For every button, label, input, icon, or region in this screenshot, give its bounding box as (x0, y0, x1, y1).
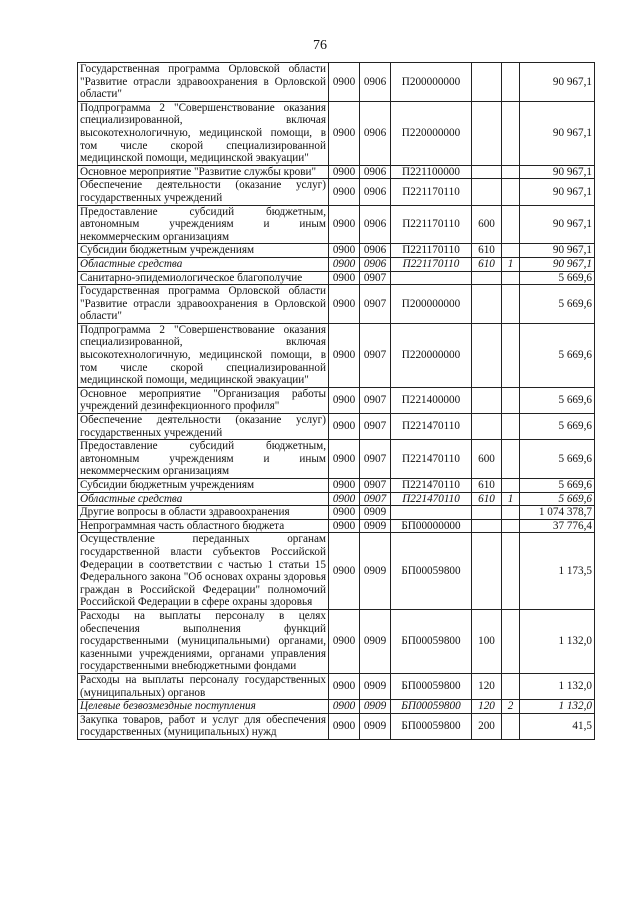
table-row (78, 101, 595, 165)
row-target-article-cell: БП00059800 (391, 713, 472, 739)
row-amount-cell: 5 669,6 (520, 387, 595, 413)
row-amount-cell: 1 132,0 (520, 609, 595, 673)
row-amount-cell: 1 132,0 (520, 673, 595, 699)
row-target-article-cell (391, 271, 472, 285)
budget-table-body (78, 63, 595, 740)
row-name-cell: Подпрограмма 2 "Совершенствование оказания специализированной, включая высокотехнологичную, медицинской помощи, в том числе скорой специализированной медицинской помощи, медицинской эвакуации" (78, 101, 329, 165)
row-section-cell: 0900 (329, 479, 360, 493)
row-expense-type-cell: 610 (472, 492, 502, 506)
table-row (78, 323, 595, 387)
table-row (78, 533, 595, 610)
row-amount-cell: 1 173,5 (520, 533, 595, 610)
row-subsection-cell: 0909 (360, 519, 391, 533)
row-subsection-cell: 0907 (360, 323, 391, 387)
row-subsection-cell: 0906 (360, 244, 391, 258)
row-section-cell: 0900 (329, 713, 360, 739)
row-subsection-cell: 0906 (360, 165, 391, 179)
row-target-article-cell: БП00059800 (391, 700, 472, 714)
row-target-article-cell: П221470110 (391, 440, 472, 479)
row-source-cell (502, 673, 520, 699)
row-source-cell: 2 (502, 700, 520, 714)
row-section-cell: 0900 (329, 257, 360, 271)
row-expense-type-cell: 600 (472, 205, 502, 244)
row-subsection-cell: 0906 (360, 63, 391, 102)
table-row (78, 519, 595, 533)
row-amount-cell: 90 967,1 (520, 179, 595, 205)
row-section-cell: 0900 (329, 271, 360, 285)
table-row (78, 63, 595, 102)
row-source-cell (502, 533, 520, 610)
row-section-cell: 0900 (329, 244, 360, 258)
row-name-cell: Субсидии бюджетным учреждениям (78, 479, 329, 493)
row-source-cell (502, 506, 520, 520)
row-source-cell (502, 519, 520, 533)
table-row (78, 479, 595, 493)
row-amount-cell: 1 074 378,7 (520, 506, 595, 520)
row-source-cell (502, 323, 520, 387)
row-target-article-cell (391, 506, 472, 520)
row-subsection-cell: 0906 (360, 101, 391, 165)
row-name-cell: Целевые безвозмездные поступления (78, 700, 329, 714)
row-amount-cell: 37 776,4 (520, 519, 595, 533)
row-source-cell (502, 271, 520, 285)
row-section-cell: 0900 (329, 165, 360, 179)
row-subsection-cell: 0909 (360, 700, 391, 714)
table-row (78, 244, 595, 258)
row-subsection-cell: 0907 (360, 387, 391, 413)
row-expense-type-cell: 120 (472, 673, 502, 699)
row-name-cell: Осуществление переданных органам государственной власти субъектов Российской Федерации в соответствии с частью 1 статьи 15 Федерального закона "Об основах охраны здоровья граждан в Российской Федерации" полномочий Российской Федерации в сфере охраны здоровья (78, 533, 329, 610)
row-expense-type-cell: 600 (472, 440, 502, 479)
row-expense-type-cell (472, 101, 502, 165)
row-section-cell: 0900 (329, 506, 360, 520)
row-source-cell (502, 387, 520, 413)
row-amount-cell: 5 669,6 (520, 271, 595, 285)
row-amount-cell: 90 967,1 (520, 165, 595, 179)
row-target-article-cell: БП00000000 (391, 519, 472, 533)
row-amount-cell: 1 132,0 (520, 700, 595, 714)
row-target-article-cell: П221400000 (391, 387, 472, 413)
row-section-cell: 0900 (329, 673, 360, 699)
row-source-cell (502, 101, 520, 165)
row-section-cell: 0900 (329, 285, 360, 324)
row-name-cell: Обеспечение деятельности (оказание услуг) государственных учреждений (78, 179, 329, 205)
row-amount-cell: 90 967,1 (520, 63, 595, 102)
row-name-cell: Непрограммная часть областного бюджета (78, 519, 329, 533)
row-name-cell: Другие вопросы в области здравоохранения (78, 506, 329, 520)
row-amount-cell: 90 967,1 (520, 101, 595, 165)
row-section-cell: 0900 (329, 700, 360, 714)
row-amount-cell: 5 669,6 (520, 414, 595, 440)
row-amount-cell: 41,5 (520, 713, 595, 739)
budget-table (77, 62, 595, 740)
row-expense-type-cell (472, 165, 502, 179)
row-subsection-cell: 0909 (360, 533, 391, 610)
row-subsection-cell: 0907 (360, 479, 391, 493)
row-subsection-cell: 0909 (360, 609, 391, 673)
row-name-cell: Основное мероприятие "Развитие службы крови" (78, 165, 329, 179)
row-section-cell: 0900 (329, 101, 360, 165)
row-target-article-cell: БП00059800 (391, 609, 472, 673)
row-amount-cell: 5 669,6 (520, 440, 595, 479)
row-target-article-cell: П200000000 (391, 63, 472, 102)
row-target-article-cell: П221170110 (391, 179, 472, 205)
row-expense-type-cell (472, 387, 502, 413)
row-amount-cell: 5 669,6 (520, 492, 595, 506)
row-subsection-cell: 0907 (360, 414, 391, 440)
table-row (78, 440, 595, 479)
table-row (78, 506, 595, 520)
row-source-cell (502, 179, 520, 205)
row-name-cell: Санитарно-эпидемиологическое благополучие (78, 271, 329, 285)
row-expense-type-cell (472, 506, 502, 520)
row-section-cell: 0900 (329, 63, 360, 102)
row-expense-type-cell (472, 414, 502, 440)
row-source-cell (502, 205, 520, 244)
row-name-cell: Подпрограмма 2 "Совершенствование оказания специализированной, включая высокотехнологичную, медицинской помощи, в том числе скорой специализированной медицинской помощи, медицинской эвакуации" (78, 323, 329, 387)
row-target-article-cell: П200000000 (391, 285, 472, 324)
row-amount-cell: 90 967,1 (520, 257, 595, 271)
row-target-article-cell: БП00059800 (391, 533, 472, 610)
page-number: 76 (313, 38, 327, 53)
table-row (78, 271, 595, 285)
row-subsection-cell: 0906 (360, 205, 391, 244)
row-expense-type-cell: 200 (472, 713, 502, 739)
row-subsection-cell: 0909 (360, 713, 391, 739)
row-source-cell: 1 (502, 492, 520, 506)
row-amount-cell: 90 967,1 (520, 244, 595, 258)
table-row (78, 165, 595, 179)
row-section-cell: 0900 (329, 533, 360, 610)
row-target-article-cell: П221470110 (391, 414, 472, 440)
row-source-cell (502, 713, 520, 739)
row-expense-type-cell (472, 519, 502, 533)
row-name-cell: Областные средства (78, 492, 329, 506)
row-name-cell: Субсидии бюджетным учреждениям (78, 244, 329, 258)
table-row (78, 609, 595, 673)
row-name-cell: Государственная программа Орловской области "Развитие отрасли здравоохранения в Орловской области" (78, 285, 329, 324)
row-target-article-cell: П221470110 (391, 479, 472, 493)
row-expense-type-cell: 100 (472, 609, 502, 673)
row-subsection-cell: 0907 (360, 492, 391, 506)
row-section-cell: 0900 (329, 414, 360, 440)
table-row (78, 713, 595, 739)
row-subsection-cell: 0907 (360, 440, 391, 479)
table-row (78, 387, 595, 413)
table-row (78, 257, 595, 271)
row-target-article-cell: П221170110 (391, 257, 472, 271)
row-source-cell (502, 479, 520, 493)
table-row (78, 414, 595, 440)
row-source-cell (502, 440, 520, 479)
row-expense-type-cell: 120 (472, 700, 502, 714)
row-target-article-cell: П221170110 (391, 205, 472, 244)
row-expense-type-cell (472, 271, 502, 285)
row-source-cell (502, 165, 520, 179)
table-row (78, 205, 595, 244)
row-section-cell: 0900 (329, 519, 360, 533)
row-name-cell: Областные средства (78, 257, 329, 271)
row-expense-type-cell (472, 533, 502, 610)
row-expense-type-cell (472, 63, 502, 102)
row-target-article-cell: П221100000 (391, 165, 472, 179)
row-amount-cell: 5 669,6 (520, 479, 595, 493)
row-target-article-cell: БП00059800 (391, 673, 472, 699)
row-source-cell (502, 285, 520, 324)
row-name-cell: Обеспечение деятельности (оказание услуг) государственных учреждений (78, 414, 329, 440)
table-row (78, 492, 595, 506)
table-row (78, 179, 595, 205)
row-name-cell: Предоставление субсидий бюджетным, автономным учреждениям и иным некоммерческим организациям (78, 440, 329, 479)
row-name-cell: Закупка товаров, работ и услуг для обеспечения государственных (муниципальных) нужд (78, 713, 329, 739)
row-section-cell: 0900 (329, 609, 360, 673)
table-row (78, 673, 595, 699)
row-target-article-cell: П221170110 (391, 244, 472, 258)
row-expense-type-cell (472, 179, 502, 205)
row-section-cell: 0900 (329, 440, 360, 479)
row-amount-cell: 5 669,6 (520, 323, 595, 387)
row-name-cell: Предоставление субсидий бюджетным, автономным учреждениям и иным некоммерческим организациям (78, 205, 329, 244)
row-source-cell (502, 609, 520, 673)
table-row (78, 700, 595, 714)
row-source-cell (502, 63, 520, 102)
row-subsection-cell: 0907 (360, 271, 391, 285)
row-expense-type-cell: 610 (472, 244, 502, 258)
row-amount-cell: 5 669,6 (520, 285, 595, 324)
row-section-cell: 0900 (329, 387, 360, 413)
row-target-article-cell: П220000000 (391, 101, 472, 165)
row-amount-cell: 90 967,1 (520, 205, 595, 244)
row-source-cell: 1 (502, 257, 520, 271)
row-section-cell: 0900 (329, 205, 360, 244)
row-subsection-cell: 0906 (360, 257, 391, 271)
row-target-article-cell: П220000000 (391, 323, 472, 387)
table-row (78, 285, 595, 324)
row-section-cell: 0900 (329, 492, 360, 506)
row-source-cell (502, 244, 520, 258)
row-subsection-cell: 0907 (360, 285, 391, 324)
row-expense-type-cell (472, 323, 502, 387)
row-source-cell (502, 414, 520, 440)
row-subsection-cell: 0909 (360, 506, 391, 520)
row-expense-type-cell: 610 (472, 257, 502, 271)
row-section-cell: 0900 (329, 323, 360, 387)
row-subsection-cell: 0909 (360, 673, 391, 699)
row-expense-type-cell (472, 285, 502, 324)
row-name-cell: Основное мероприятие "Организация работы учреждений дезинфекционного профиля" (78, 387, 329, 413)
row-subsection-cell: 0906 (360, 179, 391, 205)
row-name-cell: Расходы на выплаты персоналу в целях обеспечения выполнения функций государственными (муниципальными) органами, казенными учреждениями, органами управления государственными внебюджетными фондами (78, 609, 329, 673)
row-name-cell: Расходы на выплаты персоналу государственных (муниципальных) органов (78, 673, 329, 699)
row-section-cell: 0900 (329, 179, 360, 205)
row-expense-type-cell: 610 (472, 479, 502, 493)
row-target-article-cell: П221470110 (391, 492, 472, 506)
row-name-cell: Государственная программа Орловской области "Развитие отрасли здравоохранения в Орловской области" (78, 63, 329, 102)
